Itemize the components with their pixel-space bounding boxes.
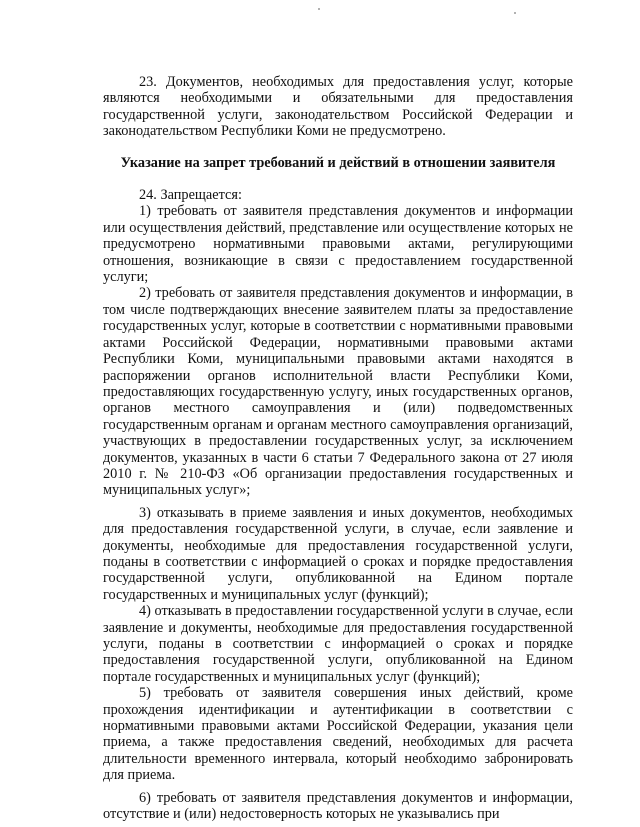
paragraph-23: 23. Документов, необходимых для предоставления услуг, которые являются необходимыми и обязательными для предоставления государственной услуги, законодательством Российской Федерации и законодательством Республики Коми не предусмотрено. bbox=[103, 74, 573, 140]
scan-speck bbox=[514, 12, 516, 14]
list-item-3: 3) отказывать в приеме заявления и иных документов, необходимых для предоставления государственной услуги, в случае, если заявление и документы, необходимые для предоставления государственной услуги, поданы в соответствии с информацией о сроках и порядке предоставления государственной услуги, опубликованной на Едином портале государственных и муниципальных услуг (функций); bbox=[103, 504, 573, 603]
paragraph-24: 24. Запрещается: bbox=[139, 187, 242, 204]
list-item-1: 1) требовать от заявителя представления документов и информации или осуществления действий, представление или осуществление которых не предусмотрено нормативными правовыми актами, регулирующими отношения, возникающие в связи с предоставлением государственной услуги; bbox=[103, 203, 573, 286]
list-item-6: 6) требовать от заявителя представления документов и информации, отсутствие и (или) недостоверность которых не указывались при bbox=[103, 789, 573, 823]
document-body bbox=[103, 74, 573, 822]
list-item-2: 2) требовать от заявителя представления документов и информации, в том числе подтверждающих внесение заявителем платы за предоставление государственных услуг, которые в соответствии с нормативными правовыми актами Российской Федерации, нормативными правовыми актами Республики Коми, муниципальными правовыми актами находятся в распоряжении органов исполнительной власти Республики Коми, предоставляющих государственную услугу, иных государственных органов, органов местного самоуправления и (или) подведомственных государственным органам и органам местного самоуправления организаций, участвующих в предоставлении государственных услуг, за исключением документов, указанных в части 6 статьи 7 Федерального закона от 27 июля 2010 г. № 210-ФЗ «Об организации предоставления государственных и муниципальных услуг»; bbox=[103, 285, 573, 499]
scan-speck bbox=[318, 8, 320, 10]
list-item-4: 4) отказывать в предоставлении государственной услуги в случае, если заявление и документы, необходимые для предоставления государственной услуги, поданы в соответствии с информацией о сроках и порядке предоставления государственной услуги, опубликованной на Едином портале государственных и муниципальных услуг (функций); bbox=[103, 603, 573, 685]
section-heading: Указание на запрет требований и действий в отношении заявителя bbox=[120, 154, 556, 171]
list-item-5: 5) требовать от заявителя совершения иных действий, кроме прохождения идентификации и аутентификации в соответствии с нормативными правовыми актами Российской Федерации, указания цели приема, а также предоставления сведений, необходимых для расчета длительности временного интервала, который необходимо забронировать для приема. bbox=[103, 685, 573, 784]
